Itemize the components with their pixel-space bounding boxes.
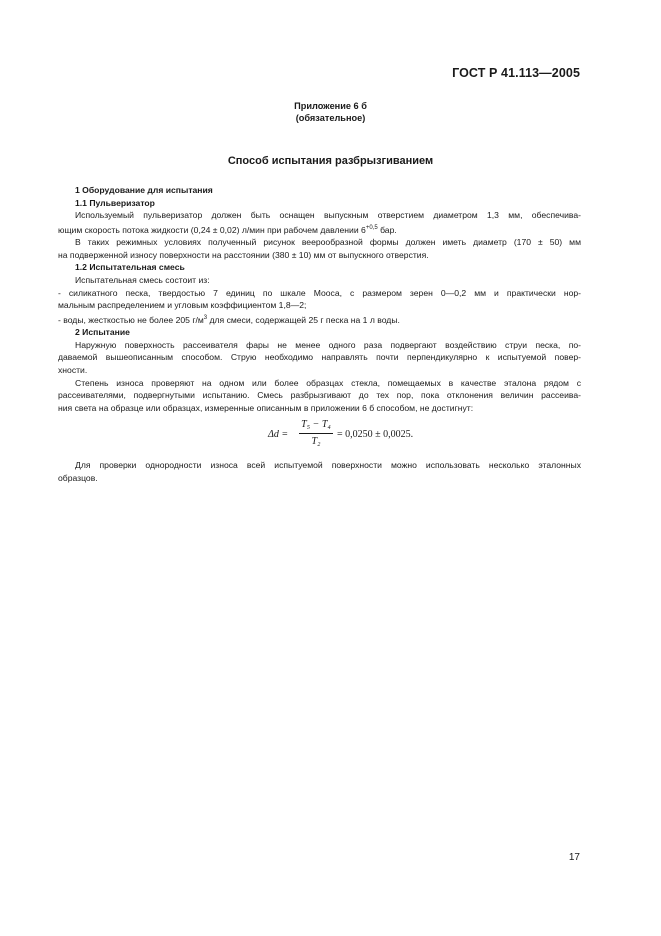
- appendix-label: [0, 100, 661, 124]
- paragraph-line: даваемой вышеописанным способом. Струю необходимо направлять почти перпендикулярно к испытуемой повер-: [58, 352, 581, 363]
- paragraph-line: Испытательная смесь состоит из:: [75, 275, 210, 286]
- formula-denominator: T₂: [311, 436, 321, 448]
- appendix-title: Приложение 6 б: [294, 101, 367, 111]
- paragraph-line: образцов.: [58, 473, 98, 483]
- list-item-continuation: мальным распределением и угловым коэффициентом 1,8—2;: [58, 300, 307, 311]
- paragraph-line: Наружную поверхность рассеивателя фары не менее одного раза подвергают воздействию струи песка, по-: [75, 339, 581, 350]
- section-1-2-heading: 1.2 Испытательная смесь: [75, 262, 185, 273]
- paragraph-line: ющим скорость потока жидкости (0,24 ± 0,02) л/мин при рабочем давлении $6^{+0,5}$ бар.: [58, 224, 397, 235]
- section-1-1-heading: 1.1 Пульверизатор: [75, 197, 155, 208]
- unit-exponent: 3: [203, 314, 208, 321]
- page-title: Способ испытания разбрызгиванием: [227, 155, 434, 167]
- formula-fraction: [299, 419, 333, 448]
- wear-formula: [75, 416, 581, 454]
- section-1-heading: 1 Оборудование для испытания: [75, 185, 213, 195]
- appendix-status: (обязательное): [295, 113, 366, 123]
- paragraph-line: хности.: [58, 365, 88, 376]
- standard-code: ГОСТ Р 41.113—2005: [452, 66, 580, 80]
- pressure-tolerance: +0,5: [365, 224, 378, 231]
- document-body: [58, 184, 581, 485]
- paragraph-line: Используемый пульверизатор должен быть оснащен выпускным отверстием диаметром 1,3 мм, обеспечива-: [75, 210, 581, 221]
- formula-lhs: Δd =: [268, 429, 289, 441]
- formula-rhs: = 0,0250 ± 0,0025.: [337, 429, 414, 441]
- list-item: - силикатного песка, твердостью 7 единиц по шкале Мооса, с размером зерен 0—0,2 мм и практически нор-: [58, 287, 581, 298]
- paragraph-line: рассеивателями, подвергнутыми испытанию. Смесь разбрызгивают до тех пор, пока отклонения величин рассеива-: [58, 390, 581, 401]
- list-item: - воды, жесткостью не более 205 $г/м^3$ для смеси, содержащей 25 г песка на 1 л воды.: [58, 314, 400, 325]
- paragraph-line: В таких режимных условиях полученный рисунок веерообразной формы должен иметь диаметр (170 ± 50) мм: [75, 237, 581, 248]
- paragraph-line: ния света на образце или образцах, измеренные описанным в приложении 6 б способом, не достигнут:: [58, 402, 474, 413]
- page-number: 17: [568, 852, 580, 863]
- fraction-bar: [299, 433, 333, 434]
- paragraph-line: Для проверки однородности износа всей испытуемой поверхности можно использовать несколько эталонных: [75, 460, 581, 471]
- formula-numerator: T₅ − T₄: [301, 419, 331, 431]
- section-2-heading: 2 Испытание: [75, 327, 130, 338]
- paragraph-line: Степень износа проверяют на одном или более образцах стекла, помещаемых в качестве эталона рядом с: [75, 377, 581, 388]
- paragraph-line: на подверженной износу поверхности на расстоянии (380 ± 10) мм от выпускного отверстия.: [58, 249, 429, 260]
